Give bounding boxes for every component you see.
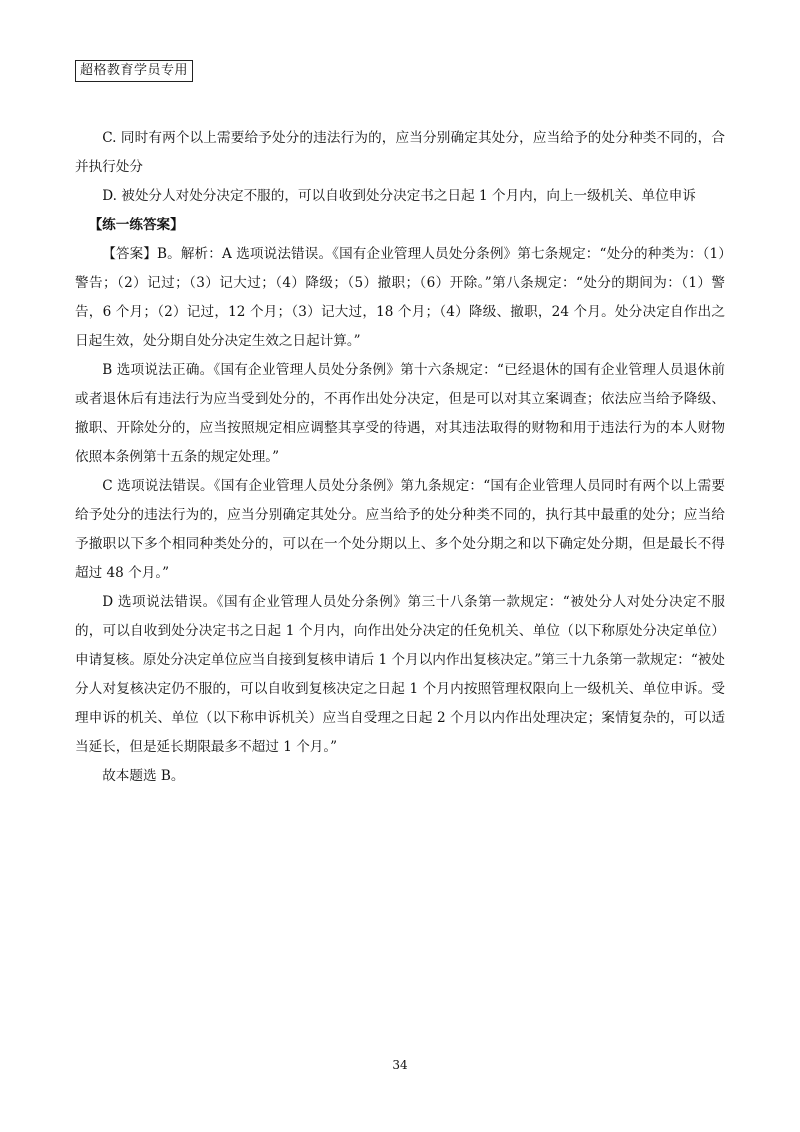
answer-heading: 【练一练答案】	[88, 217, 184, 233]
answer-paragraph-a: 【答案】B。解析：A 选项说法错误。《国有企业管理人员处分条例》第七条规定：“处分的种类为：（1）警告；（2）记过；（3）记大过；（4）降级；（5）撤职；（6）开除。”第八条规定：“处分的期间为：（1）警告，6 个月；（2）记过，12 个月；（3）记大过，18 个月；（4）降级、撤职，24 个月。处分决定自作出之日起生效，处分期自处分决定生效之日起计算。”	[75, 246, 725, 349]
answer-conclusion: 故本题选 B。	[102, 768, 185, 784]
answer-paragraph-b: B 选项说法正确。《国有企业管理人员处分条例》第十六条规定：“已经退休的国有企业管理人员退休前或者退休后有违法行为应当受到处分的，不再作出处分决定，但是可以对其立案调查；依法应当给予降级、撤职、开除处分的，应当按照规定相应调整其享受的待遇，对其违法取得的财物和用于违法行为的本人财物依照本条例第十五条的规定处理。”	[75, 362, 725, 465]
document-body	[75, 124, 725, 791]
option-d: D. 被处分人对处分决定不服的，可以自收到处分决定书之日起 1 个月内，向上一级机关、单位申诉	[102, 188, 696, 204]
header-watermark-label: 超格教育学员专用	[75, 60, 193, 82]
answer-paragraph-c: C 选项说法错误。《国有企业管理人员处分条例》第九条规定：“国有企业管理人员同时有两个以上需要给予处分的违法行为的，应当分别确定其处分。应当给予的处分种类不同的，执行其中最重的处分；应当给予撤职以下多个相同种类处分的，可以在一个处分期以上、多个处分期之和以下确定处分期，但是最长不得超过 48 个月。”	[75, 478, 725, 581]
page-number: 34	[392, 1058, 408, 1072]
answer-paragraph-d: D 选项说法错误。《国有企业管理人员处分条例》第三十八条第一款规定：“被处分人对处分决定不服的，可以自收到处分决定书之日起 1 个月内，向作出处分决定的任免机关、单位（以下称原处分决定单位）申请复核。原处分决定单位应当自接到复核申请后 1 个月以内作出复核决定。”第三十九条第一款规定：“被处分人对复核决定仍不服的，可以自收到复核决定之日起 1 个月内按照管理权限向上一级机关、单位申诉。受理申诉的机关、单位（以下称申诉机关）应当自受理之日起 2 个月以内作出处理决定；案情复杂的，可以适当延长，但是延长期限最多不超过 1 个月。”	[75, 594, 725, 755]
option-c: C. 同时有两个以上需要给予处分的违法行为的，应当分别确定其处分，应当给予的处分种类不同的，合并执行处分	[75, 130, 725, 175]
